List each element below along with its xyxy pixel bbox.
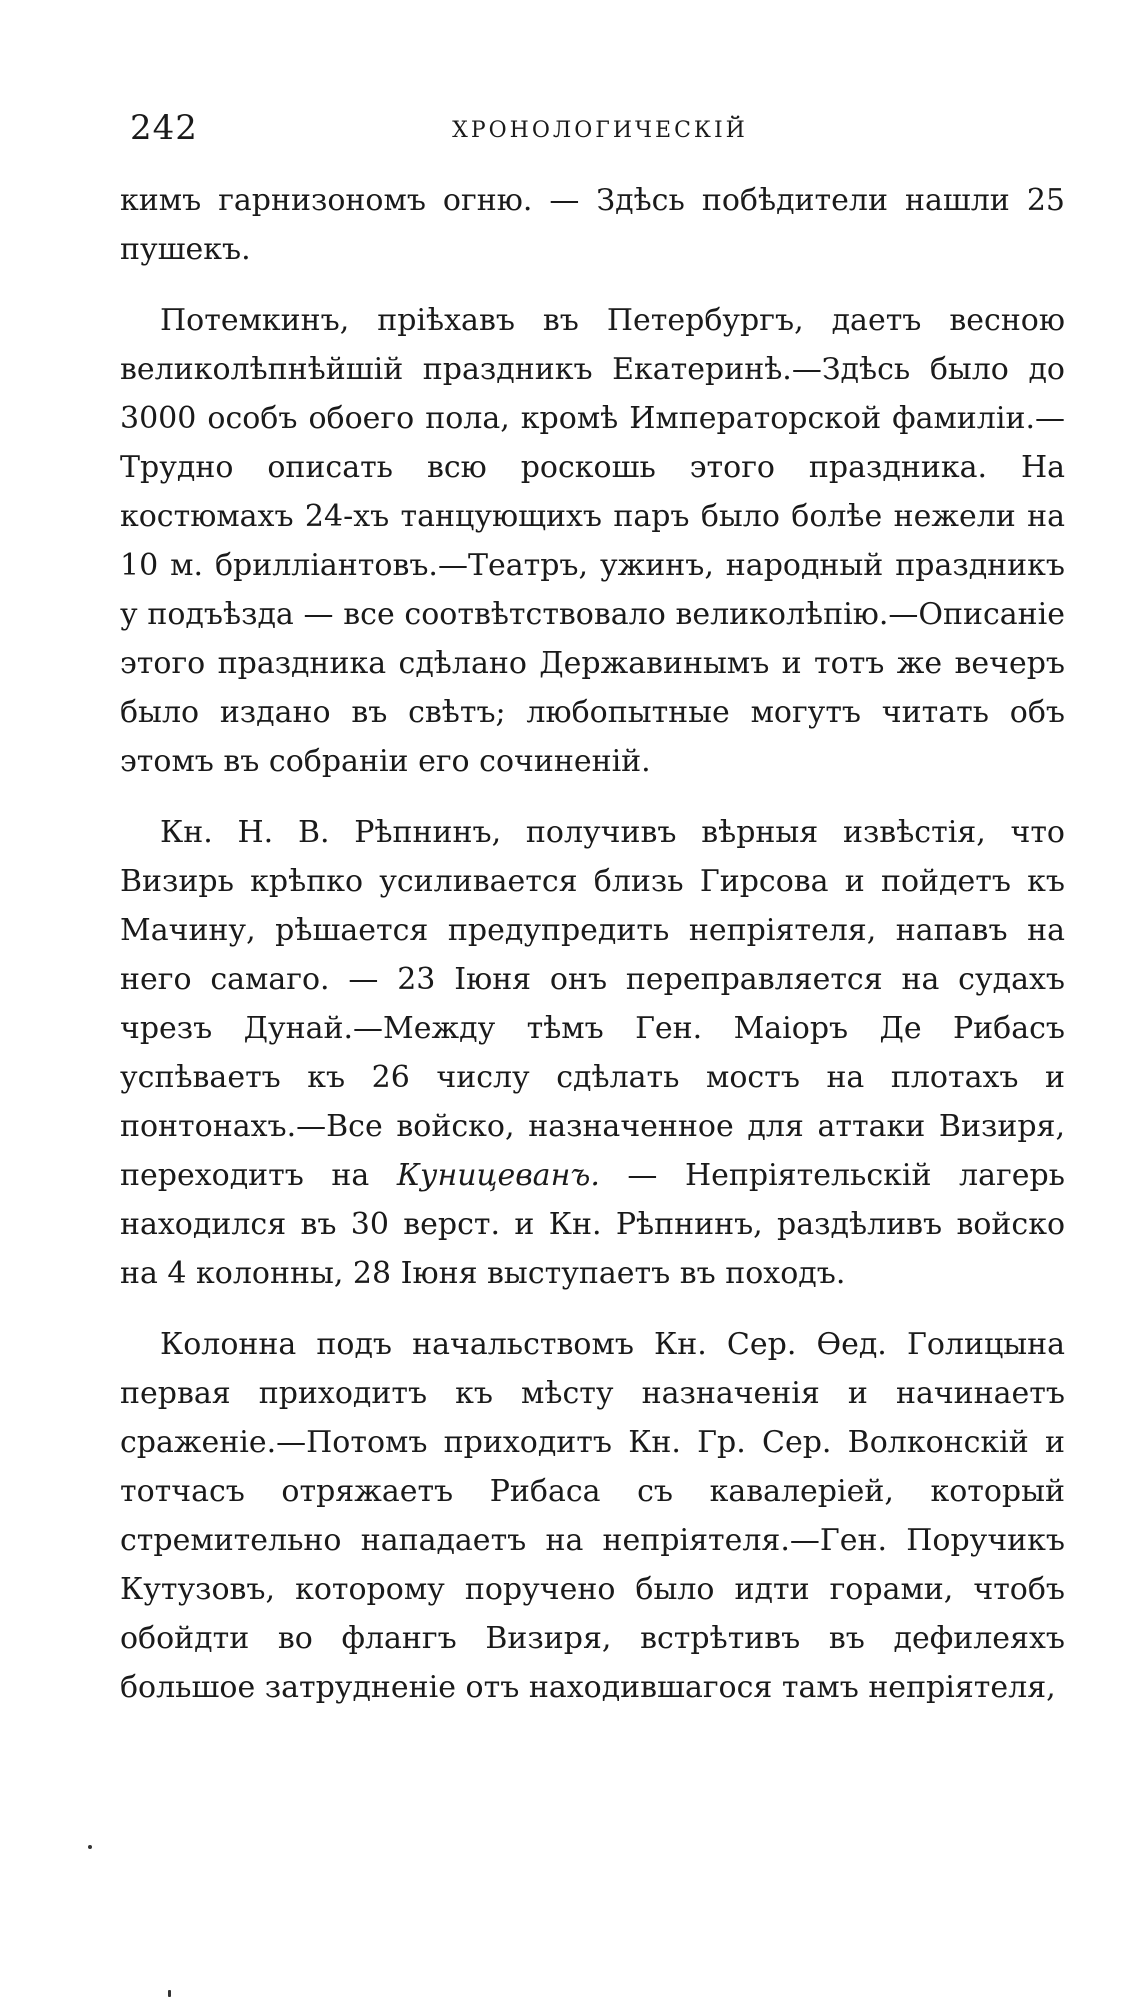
paragraph-repnin-text-after: — Непріятельскій лагерь находился въ 30 верст. и Кн. Рѣпнинъ, раздѣливъ войско на 4 колонны, 28 Іюня выступаетъ въ походъ.	[120, 1158, 1065, 1291]
paragraph-golitsyn: Колонна подъ начальствомъ Кн. Сер. Ѳед. Голицына первая приходитъ къ мѣсту назначенія и начинаетъ сраженіе.—Потомъ приходитъ Кн. Гр. Сер. Волконскій и тотчасъ отряжаетъ Рибаса съ кавалеріей, который стремительно нападаетъ на непріятеля.—Ген. Поручикъ Кутузовъ, которому поручено было идти горами, чтобъ обойдти во флангъ Визиря, встрѣтивъ въ дефилеяхъ большое затрудненіе отъ находившагося тамъ непріятеля,	[120, 1327, 1065, 1705]
page-header	[130, 108, 1070, 158]
print-speck	[88, 1845, 92, 1849]
page-number: 242	[130, 108, 198, 148]
paragraph-repnin-italic-place: Куницеванъ.	[396, 1158, 600, 1193]
print-speck	[168, 1990, 171, 1997]
paragraph-repnin	[120, 808, 1065, 1298]
paragraph-continuation: кимъ гарнизономъ огню. — Здѣсь побѣдители нашли 25 пушекъ.	[120, 183, 1065, 267]
running-title: ХРОНОЛОГИЧЕСКІЙ	[452, 118, 748, 143]
paragraph-repnin-text-before: Кн. Н. В. Рѣпнинъ, получивъ вѣрныя извѣстія, что Визирь крѣпко усиливается близь Гирсова и пойдетъ къ Мачину, рѣшается предупредить непріятеля, напавъ на него самаго. — 23 Іюня онъ переправляется на судахъ чрезъ Дунай.—Между тѣмъ Ген. Маіоръ Де Рибасъ успѣваетъ къ 26 числу сдѣлать мостъ на плотахъ и понтонахъ.—Все войско, назначенное для аттаки Визиря, переходитъ на	[120, 815, 1065, 1193]
paragraph-potemkin: Потемкинъ, пріѣхавъ въ Петербургъ, даетъ весною великолѣпнѣйшій праздникъ Екатеринѣ.—Здѣсь было до 3000 особъ обоего пола, кромѣ Императорской фамиліи.—Трудно описать всю роскошь этого праздника. На костюмахъ 24-хъ танцующихъ паръ было болѣе нежели на 10 м. брилліантовъ.—Театръ, ужинъ, народный праздникъ у подъѣзда — все соотвѣтствовало великолѣпію.—Описаніе этого праздника сдѣлано Державинымъ и тотъ же вечеръ было издано въ свѣтъ; любопытные могутъ читать объ этомъ въ собраніи его сочиненій.	[120, 303, 1065, 779]
text-body	[120, 176, 1065, 1712]
